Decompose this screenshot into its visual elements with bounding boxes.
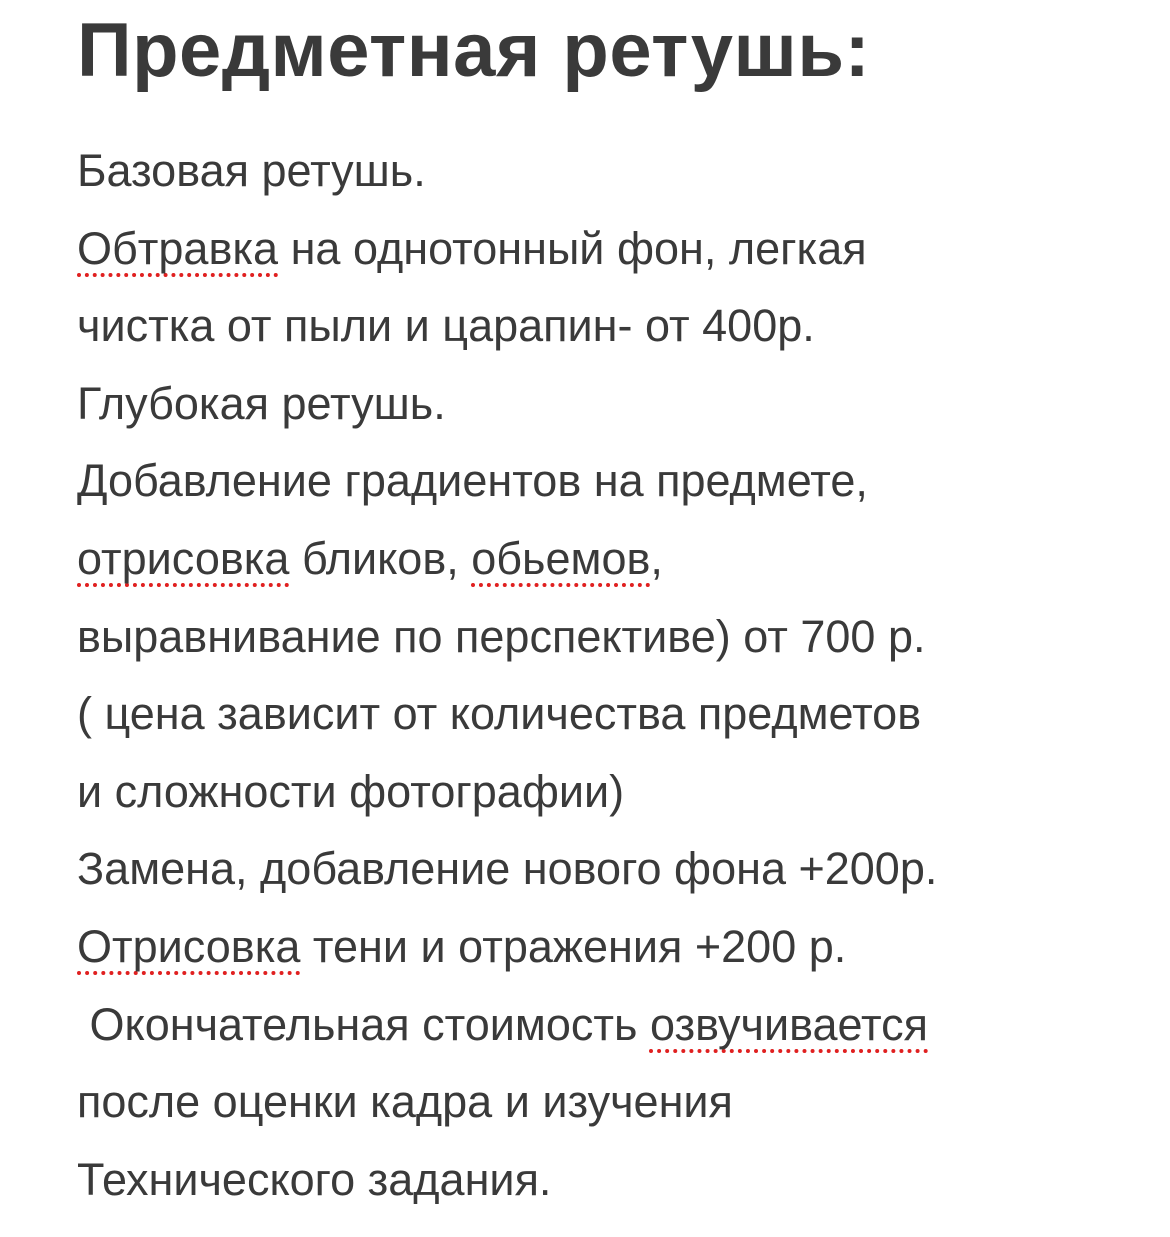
text-segment: тени и отражения +200 р. (300, 920, 847, 972)
text-line (77, 986, 1157, 1064)
misspelled-word[interactable]: Отрисовка (77, 920, 301, 972)
misspelled-word[interactable]: Обтравка (77, 222, 279, 274)
document (77, 0, 1157, 1218)
misspelled-word[interactable]: обьемов (471, 532, 651, 584)
text-line (77, 210, 1157, 288)
page-title: Предметная ретушь: (77, 8, 871, 93)
text-line: Добавление градиентов на предмете, (77, 455, 868, 507)
text-line: Технического задания. (77, 1153, 552, 1205)
text-segment: , (650, 532, 663, 584)
document-body (77, 132, 1157, 1218)
misspelled-word[interactable]: озвучивается (649, 998, 929, 1050)
misspelled-word[interactable]: отрисовка (77, 532, 290, 584)
text-line: чистка от пыли и царапин- от 400р. (77, 300, 815, 352)
text-line: выравнивание по перспективе) от 700 р. (77, 610, 926, 662)
text-line (77, 520, 1157, 598)
text-segment: бликов, (289, 532, 472, 584)
text-line: Базовая ретушь. (77, 145, 426, 196)
text-line: Глубокая ретушь. (77, 377, 446, 429)
text-segment: Окончательная стоимость (77, 998, 650, 1050)
text-line: Замена, добавление нового фона +200р. (77, 843, 938, 895)
text-segment: на однотонный фон, легкая (278, 222, 867, 274)
text-line: и сложности фотографии) (77, 765, 625, 817)
text-line: ( цена зависит от количества предметов (77, 688, 922, 740)
text-line (77, 908, 1157, 986)
text-line: после оценки кадра и изучения (77, 1076, 733, 1128)
